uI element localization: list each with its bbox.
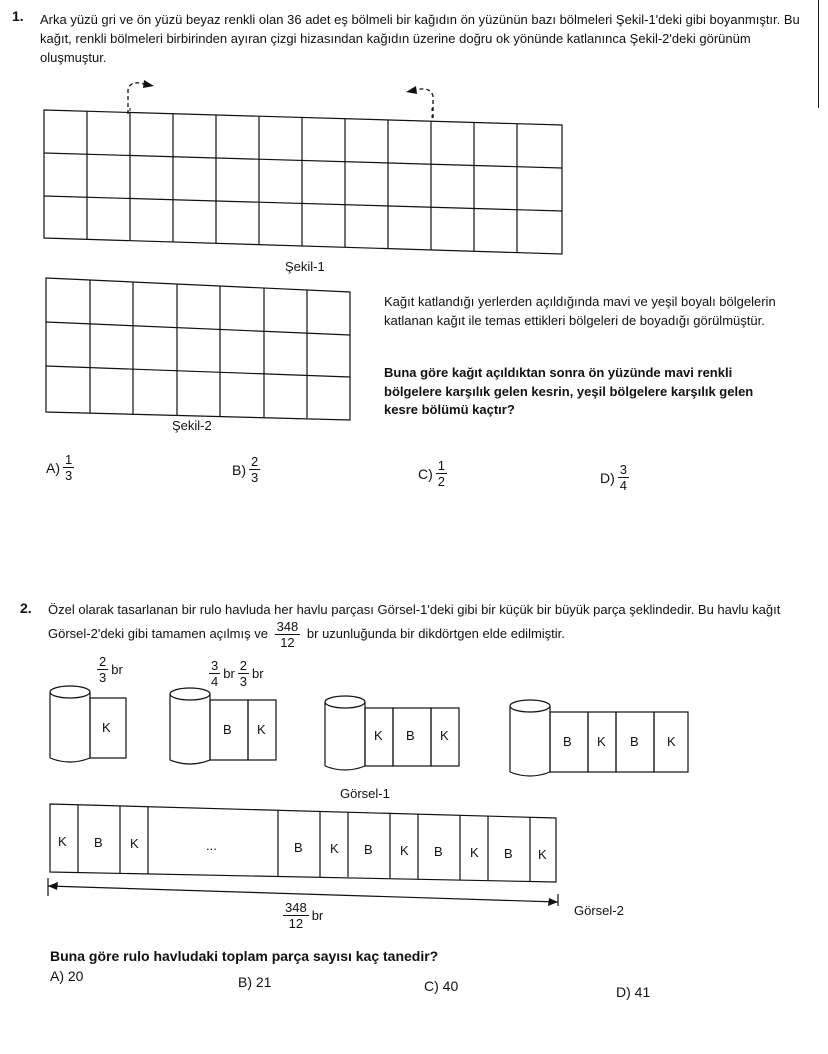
q2-total-den: 12: [280, 635, 295, 650]
roll2-big-num: 3: [211, 658, 219, 673]
q1-text: Arka yüzü gri ve ön yüzü beyaz renkli olan 36 adet eş bölmeli bir kağıdın ön yüzünün bazı bölmeleri Şekil-1'deki gibi boyanmıştır. Bu kağıt, renkli bölmeleri birbirinden ayıran çizgi hizasından kağıdın üzerine doğru ok yönünde katlanınca Şekil-2'deki görünüm oluşmuştur.: [40, 12, 800, 65]
strip-piece-r1: B: [294, 840, 303, 855]
q1-option-a[interactable]: [46, 452, 77, 483]
roll1-unit: br: [111, 662, 123, 677]
q1-option-a-num: 1: [65, 452, 73, 467]
q2-total-num: 348: [276, 619, 299, 634]
strip-piece-r8: K: [538, 847, 547, 862]
strip-piece-1: K: [58, 834, 67, 849]
strip-ellipsis: ...: [206, 838, 217, 853]
q2-option-b[interactable]: [238, 974, 271, 990]
q1-box-border: [818, 0, 819, 108]
gorsel-2-strip: [44, 802, 564, 906]
strip-piece-r4: K: [400, 843, 409, 858]
q2-option-b-value: 21: [255, 974, 272, 990]
roll2-big-den: 4: [211, 674, 219, 689]
q2-option-a-letter: A): [50, 968, 64, 984]
roll3-piece-1: K: [374, 728, 383, 743]
gorsel-1-rolls: [40, 680, 700, 785]
q2-question: Buna göre rulo havludaki toplam parça sayısı kaç tanedir?: [50, 948, 439, 964]
q1-option-c-den: 2: [437, 474, 446, 489]
roll2-unit-1: br: [223, 666, 235, 681]
q2-option-c[interactable]: [424, 978, 458, 994]
strip-piece-3: K: [130, 836, 139, 851]
gorsel-2-label: Görsel-2: [574, 903, 624, 918]
q1-option-d-den: 4: [619, 478, 628, 493]
roll4-piece-2: K: [597, 734, 606, 749]
q1-option-d-letter: D): [600, 469, 615, 486]
q1-option-d[interactable]: [600, 462, 632, 493]
strip-length-unit: br: [311, 908, 324, 923]
q1-option-b-den: 3: [251, 470, 259, 485]
strip-piece-r3: B: [364, 842, 373, 857]
q2-option-a-value: 20: [67, 968, 84, 984]
sekil-1-label: Şekil-1: [285, 259, 325, 274]
q2-option-c-value: 40: [442, 978, 459, 994]
q2-option-c-letter: C): [424, 978, 439, 994]
roll1-small-den: 3: [99, 670, 107, 685]
q1-option-b-letter: B): [232, 461, 246, 478]
q1-option-c-num: 1: [437, 458, 446, 473]
roll2-unit-2: br: [252, 666, 264, 681]
q2-option-d-value: 41: [634, 984, 651, 1000]
strip-piece-r2: K: [330, 841, 339, 856]
q1-number: 1.: [12, 8, 24, 24]
q2-option-a[interactable]: [50, 968, 83, 984]
q2-text-part1: Özel olarak tasarlanan bir rulo havluda her havlu parçası Görsel-1'deki gibi bir küçük bir büyük parça şeklindedir. Bu havlu kağıt Görsel-2'deki gibi tamamen açılmış ve: [48, 602, 781, 641]
strip-piece-r6: K: [470, 845, 479, 860]
roll2-piece-1: B: [223, 722, 232, 737]
sekil-1-grid: [42, 108, 566, 258]
roll4-piece-4: K: [667, 734, 676, 749]
roll2-small-num: 2: [239, 658, 248, 673]
strip-piece-r5: B: [434, 844, 443, 859]
sekil-2-grid: [44, 276, 354, 424]
q1-option-b-num: 2: [251, 454, 259, 469]
q1-option-c[interactable]: [418, 458, 450, 489]
q1-side-text: Kağıt katlandığı yerlerden açıldığında mavi ve yeşil boyalı bölgelerin katlanan kağıt ile temas ettikleri bölgeleri de boyadığı görülmüştür.: [384, 294, 776, 328]
q1-option-a-letter: A): [46, 459, 60, 476]
roll1-piece: K: [102, 720, 111, 735]
q2-text: [48, 600, 800, 650]
q1-option-c-letter: C): [418, 465, 433, 482]
q2-total-fraction: [275, 619, 301, 650]
sekil-2-label: Şekil-2: [172, 418, 212, 433]
q2-option-b-letter: B): [238, 974, 252, 990]
q1-option-b[interactable]: [232, 454, 263, 485]
q2-text-part2: br uzunluğunda bir dikdörtgen elde edilmiştir.: [306, 625, 565, 641]
roll4-piece-1: B: [563, 734, 572, 749]
q2-option-d-letter: D): [616, 984, 631, 1000]
q2-option-d[interactable]: [616, 984, 650, 1000]
strip-length: [280, 900, 323, 931]
roll1-small-num: 2: [99, 654, 107, 669]
strip-length-den: 12: [288, 916, 304, 931]
q1-option-d-num: 3: [619, 462, 628, 477]
roll3-piece-2: B: [406, 728, 415, 743]
gorsel-1-label: Görsel-1: [340, 786, 390, 801]
strip-piece-r7: B: [504, 846, 513, 861]
roll4-piece-3: B: [630, 734, 639, 749]
q1-option-a-den: 3: [65, 468, 73, 483]
strip-length-num: 348: [285, 900, 307, 915]
roll3-piece-3: K: [440, 728, 449, 743]
roll2-piece-2: K: [257, 722, 266, 737]
roll2-small-den: 3: [239, 674, 248, 689]
q2-number: 2.: [20, 600, 32, 616]
q1-question: Buna göre kağıt açıldıktan sonra ön yüzünde mavi renkli bölgelere karşılık gelen kesrin, yeşil bölgelere karşılık gelen kesre bölümü kaçtır?: [384, 365, 754, 417]
strip-piece-2: B: [94, 835, 103, 850]
